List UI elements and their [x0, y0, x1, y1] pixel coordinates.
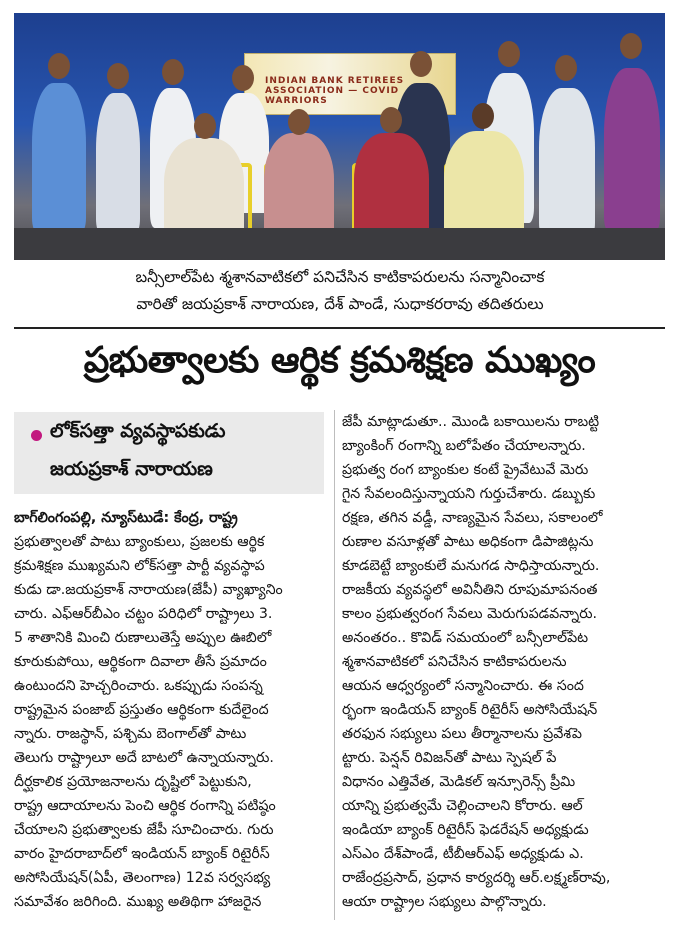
article-line: కూరుకుపోయి, ఆర్థికంగా దివాలా తీసే ప్రమాదం: [14, 654, 267, 670]
subheadline-box: [14, 412, 324, 494]
article-line: కూడబెట్టే బ్యాంకులే మనుగడ సాధిస్తాయన్నారు.: [342, 558, 600, 574]
photo-head: [194, 113, 216, 139]
subheadline-line1: లోక్‌సత్తా వ్యవస్థాపకుడు: [50, 420, 226, 442]
photo-banner-text: INDIAN BANK RETIREES ASSOCIATION — COVID WARRIORS: [265, 76, 405, 106]
photo-head: [380, 107, 402, 133]
article-line: ఇండియా బ్యాంక్‌ రిటైరీస్‌ ఫెడరేషన్‌ అధ్యక్షుడు: [342, 822, 589, 838]
article-line: ట్టారు. పెన్షన్‌ రివిజన్‌తో పాటు స్పెషల్‌ పే: [342, 750, 557, 766]
news-photo: [14, 13, 665, 260]
photo-head: [555, 55, 577, 81]
article-line: తెలుగు రాష్ట్రాలూ అదే బాటలో ఉన్నాయన్నారు.: [14, 750, 274, 766]
photo-person: [539, 88, 595, 238]
article-line: ర్భంగా ఇండియన్‌ బ్యాంక్‌ రిటైరీస్‌ అసోసియేషన్‌: [342, 702, 598, 718]
article-line: కాలం ప్రభుత్వరంగ సేవలు మెరుగుపడవన్నారు.: [342, 606, 598, 622]
article-line: ప్రభుత్వ రంగ బ్యాంకుల కంటే ప్రైవేటువే మెరు: [342, 462, 589, 478]
article-line: చేయాలని ప్రభుత్వాలకు జేపీ సూచించారు. గురు: [14, 822, 274, 838]
photo-floor: [14, 228, 665, 260]
article-line: రాష్ట్రమైన పంజాబ్‌ ప్రస్తుతం ఆర్థికంగా కుదేలైంద: [14, 702, 269, 718]
article-column-right: [342, 410, 666, 914]
article-line: ప్రభుత్వాలతో పాటు బ్యాంకులు, ప్రజలకు ఆర్థిక: [14, 534, 265, 550]
article-line: రుణాల వసూళ్లతో పాటు అధికంగా డిపాజిట్లను: [342, 534, 594, 550]
photo-head: [162, 59, 184, 85]
photo-caption-line2: వారితో జయప్రకాశ్‌ నారాయణ, దేశ్‌ పాండే, సుధాకరరావు తదితరులు: [136, 295, 544, 313]
article-line: రాష్ట్ర ఆదాయాలను పెంచి ఆర్థిక రంగాన్ని పటిష్ఠం: [14, 798, 276, 814]
article-line: అనంతరం.. కొవిడ్‌ సమయంలో బన్సీలాల్‌పేట: [342, 630, 589, 646]
article-line: యాన్ని ప్రభుత్వమే చెల్లించాలని కోరారు. ఆల్‌: [342, 798, 583, 814]
photo-head: [472, 103, 494, 129]
photo-head: [498, 41, 520, 67]
article-line: న్నారు. రాజస్థాన్‌, పశ్చిమ బెంగాల్‌తో పాటు: [14, 726, 247, 742]
photo-head: [48, 53, 70, 79]
article-line: సమావేశం జరిగింది. ముఖ్య అతిథిగా హాజరైన: [14, 894, 262, 910]
article-line: 5 శాతానికి మించి రుణాలుతెస్తే అప్పుల ఊబిలో: [14, 630, 272, 646]
article-line: ఉంటుందని హెచ్చరించారు. ఒకప్పుడు సంపన్న: [14, 678, 263, 694]
photo-person: [604, 68, 660, 233]
article-line: బాగ్‌లింగంపల్లి, న్యూస్‌టుడే: కేంద్ర, రాష్ట్ర: [14, 510, 238, 526]
subheadline-line2: జయప్రకాశ్‌ నారాయణ: [50, 458, 213, 480]
column-separator: [334, 410, 335, 920]
article-line: రాజకీయ వ్యవస్థలో అవినీతిని రూపుమాపనంత: [342, 582, 598, 598]
photo-head: [620, 33, 642, 59]
photo-person: [96, 93, 140, 233]
photo-head: [232, 65, 254, 91]
article-line: బ్యాంకింగ్‌ రంగాన్ని బలోపేతం చేయాలన్నారు.: [342, 438, 586, 454]
divider: [14, 327, 665, 329]
article-line: ఆయన ఆధ్వర్యంలో సన్మానించారు. ఈ సంద: [342, 678, 584, 694]
article-line: క్రమశిక్షణ ముఖ్యమని లోక్‌సత్తా పార్టీ వ్యవస్థాప: [14, 558, 265, 574]
article-line: తరఫున సభ్యులు పలు తీర్మానాలను ప్రవేశపె: [342, 726, 582, 742]
article-line: గైన సేవలందిస్తున్నాయని గుర్తుచేశారు. డబ్బుకు: [342, 486, 596, 502]
article-line: కుడు డా.జయప్రకాశ్‌ నారాయణ(జేపీ) వ్యాఖ్యానిం: [14, 582, 283, 598]
article-line: అసోసియేషన్‌(ఏపీ, తెలంగాణ) 12వ సర్వసభ్య: [14, 870, 271, 886]
article-line: రాజేంద్రప్రసాద్‌, ప్రధాన కార్యదర్శి ఆర్‌.లక్ష్మణ్‌రావు,: [342, 870, 611, 886]
article-line: చారు. ఎఫ్‌ఆర్‌బీఎం చట్టం పరిధిలో రాష్ట్రాలు 3.: [14, 606, 273, 622]
article-line: వారం హైదరాబాద్‌లో ఇండియన్‌ బ్యాంక్‌ రిటైరీస్‌: [14, 846, 270, 862]
photo-head: [410, 51, 432, 77]
photo-caption-line1: బన్సీలాల్‌పేట శ్మశానవాటికలో పనిచేసిన కాటికాపరులను సన్మానించాక: [135, 268, 545, 286]
article-line: దీర్ఘకాలిక ప్రయోజనాలను దృష్టిలో పెట్టుకుని,: [14, 774, 252, 790]
article-line: విధానం ఎత్తివేత, మెడికల్‌ ఇన్సూరెన్స్‌ ప్రీమి: [342, 774, 576, 790]
bullet-icon: [31, 430, 42, 441]
photo-head: [107, 63, 129, 89]
article-line: ఎస్‌ఎం దేశ్‌పాండే, టీబీఆర్‌ఎఫ్‌ అధ్యక్షుడు ఎ.: [342, 846, 584, 862]
article-line: రక్షణ, తగిన వడ్డీ, నాణ్యమైన సేవలు, సకాలంలో: [342, 510, 603, 526]
article-column-left: [14, 506, 326, 914]
article-line: జేపీ మాట్లాడుతూ.. మొండి బకాయిలను రాబట్టి: [342, 414, 600, 430]
article-line: ఆయా రాష్ట్రాల సభ్యులు పాల్గొన్నారు.: [342, 894, 547, 910]
headline: ప్రభుత్వాలకు ఆర్థిక క్రమశిక్షణ ముఖ్యం: [83, 340, 596, 381]
article-line: శ్మశానవాటికలో పనిచేసిన కాటికాపరులను: [342, 654, 567, 670]
photo-head: [288, 109, 310, 135]
photo-person: [32, 83, 86, 233]
